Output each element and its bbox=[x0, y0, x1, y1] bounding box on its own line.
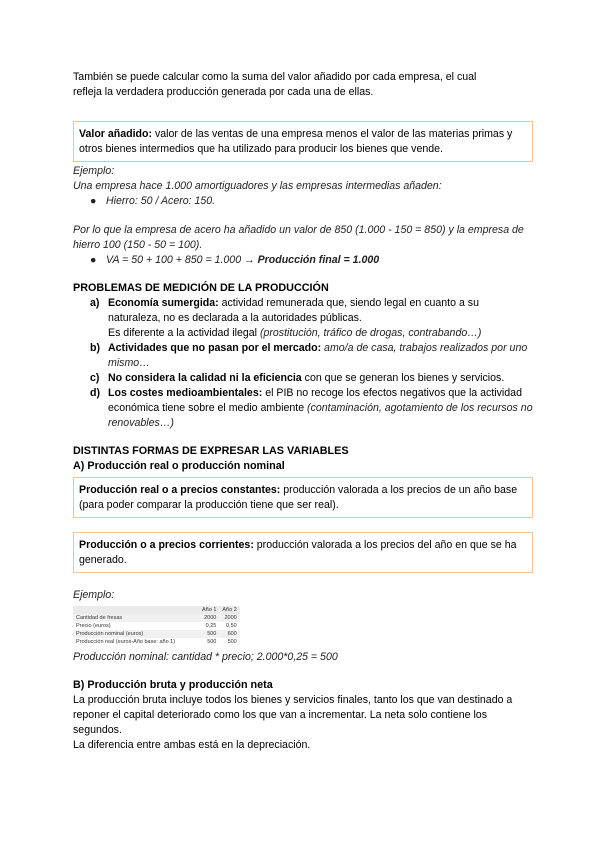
valor-anadido-definition: valor de las ventas de una empresa menos el valor de las materias primas y otros bienes intermedios que ha utilizado para producir los bienes que vende. bbox=[79, 128, 513, 155]
formas-heading: DISTINTAS FORMAS DE EXPRESAR LAS VARIABLES bbox=[73, 445, 349, 457]
conclusion-bullets bbox=[73, 253, 533, 268]
list-item: ● VA = 50 + 100 + 850 = 1.000 → Producción final = 1.000 bbox=[90, 254, 380, 266]
ejemplo-bullets bbox=[73, 194, 533, 209]
problemas-list bbox=[73, 296, 533, 431]
document-page bbox=[73, 70, 533, 753]
problema-item-b: b) Actividades que no pasan por el mercado: amo/a de casa, trabajos realizados por uno mismo… bbox=[90, 342, 528, 369]
table-row: Producción real (euros-Año base: año 1) 500 500 bbox=[76, 639, 237, 645]
valor-anadido-term: Valor añadido: bbox=[79, 128, 152, 140]
problema-item-a: a) Economía sumergida: actividad remunerada que, siendo legal en cuanto a su naturaleza, no es declarada a la autoridades públicas. Es diferente a la actividad ilegal (prostitución, tráfico de drogas, contrabando…) bbox=[90, 297, 482, 339]
production-table bbox=[73, 606, 240, 646]
table-header-row: Año 1 Año 2 bbox=[73, 606, 240, 614]
bruta-diff: La diferencia entre ambas está en la depreciación. bbox=[73, 739, 311, 751]
ejemplo2-label: Ejemplo: bbox=[73, 589, 115, 601]
produccion-real-box: Producción real o a precios constantes: producción valorada a los precios de un año base (para poder comparar la producción tiene que ser real). bbox=[73, 477, 533, 518]
table-row: Cantidad de fresas 2000 2000 bbox=[73, 614, 240, 622]
produccion-corrientes-box: Producción o a precios corrientes: producción valorada a los precios del año en que se ha generado. bbox=[73, 532, 533, 573]
valor-anadido-box bbox=[73, 121, 533, 162]
problemas-heading: PROBLEMAS DE MEDICIÓN DE LA PRODUCCIÓN bbox=[73, 282, 329, 294]
subtitle-b: B) Producción bruta y producción neta bbox=[73, 679, 273, 691]
problema-item-c: c) No considera la calidad ni la eficiencia con que se generan los bienes y servicios. bbox=[90, 372, 505, 384]
formula-text: Producción nominal: cantidad * precio; 2.000*0,25 = 500 bbox=[73, 651, 338, 663]
intro-paragraph: También se puede calcular como la suma del valor añadido por cada empresa, el cual refleja la verdadera producción generada por cada una de ellas. bbox=[73, 71, 477, 98]
bruta-text: La producción bruta incluye todos los bienes y servicios finales, tanto los que van destinado a reponer el capital deteriorado como los que van a incrementar. La neta solo contiene los segundos. bbox=[73, 694, 513, 736]
table-row: Producción nominal (euros) 500 600 bbox=[73, 630, 240, 638]
table-row: Precio (euros) 0,25 0,50 bbox=[76, 623, 237, 629]
ejemplo-label: Ejemplo: bbox=[73, 165, 115, 177]
conclusion-text: Por lo que la empresa de acero ha añadido un valor de 850 (1.000 - 150 = 850) y la empresa de hierro 100 (150 - 50 = 100). bbox=[73, 224, 524, 251]
list-item: ● Hierro: 50 / Acero: 150. bbox=[90, 195, 216, 207]
subtitle-a: A) Producción real o producción nominal bbox=[73, 460, 285, 472]
ejemplo-line: Una empresa hace 1.000 amortiguadores y las empresas intermedias añaden: bbox=[73, 180, 442, 192]
problema-item-d: d) Los costes medioambientales: el PIB no recoge los efectos negativos que la actividad económica tiene sobre el medio ambiente (contaminación, agotamiento de los recursos no renovables…) bbox=[90, 387, 533, 429]
